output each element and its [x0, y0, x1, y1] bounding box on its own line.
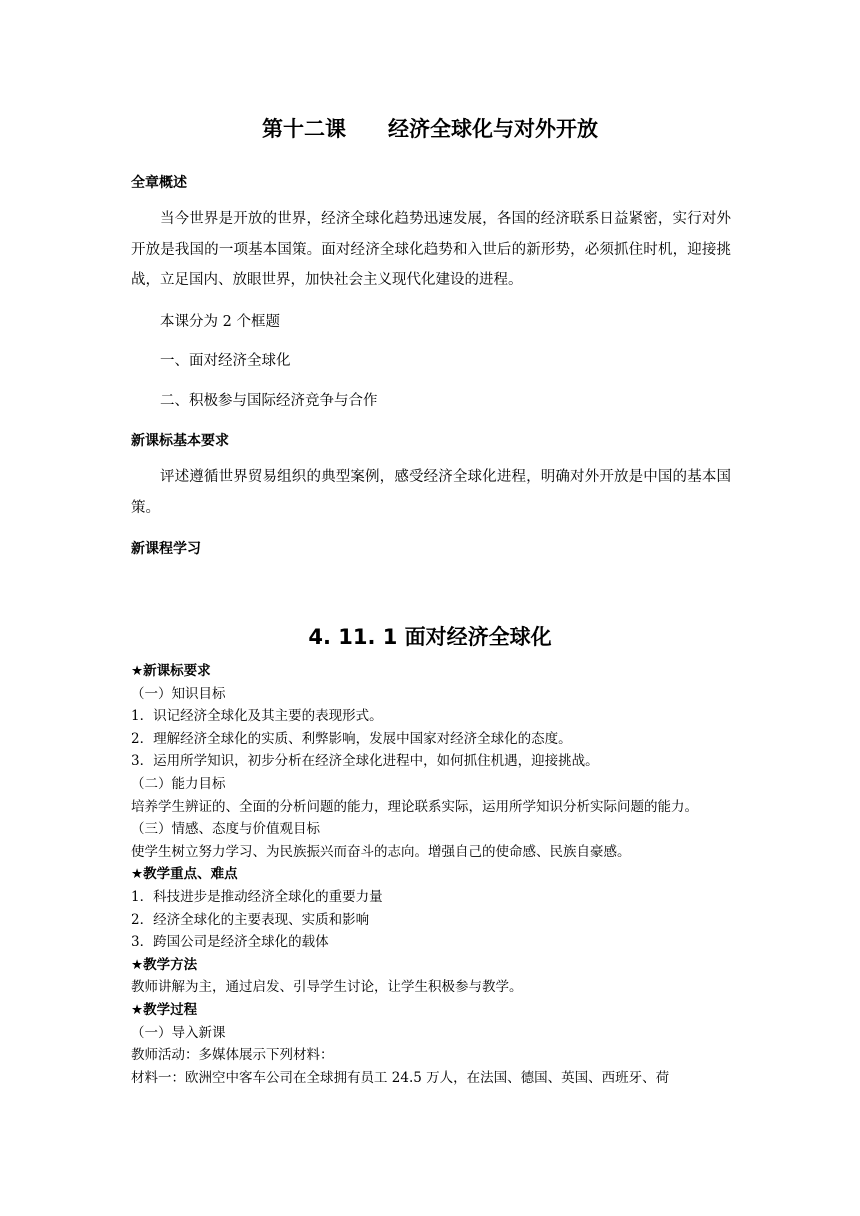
section-line: 使学生树立努力学习、为民族振兴而奋斗的志向。增强自己的使命感、民族自豪感。 — [131, 843, 631, 860]
division-line: 本课分为 2 个框题 — [160, 314, 280, 330]
lesson-title: 第十二课 经济全球化与对外开放 — [262, 117, 598, 141]
section-line: 教师活动：多媒体展示下列材料： — [131, 1047, 334, 1064]
overview-heading: 全章概述 — [131, 175, 187, 191]
topic-item-1: 一、面对经济全球化 — [160, 353, 291, 369]
section-line: 3．运用所学知识，初步分析在经济全球化进程中，如何抓住机遇，迎接挑战。 — [131, 753, 599, 770]
section-subheading: ★新课标要求 — [131, 663, 211, 679]
section-line: 1．识记经济全球化及其主要的表现形式。 — [131, 708, 383, 725]
standards-paragraph: 评述遵循世界贸易组织的典型案例，感受经济全球化进程，明确对外开放是中国的基本国策。 — [131, 469, 731, 516]
section-line: （二）能力目标 — [131, 775, 226, 792]
section-line: （一）知识目标 — [131, 685, 226, 702]
section-line: 教师讲解为主，通过启发、引导学生讨论，让学生积极参与教学。 — [131, 979, 523, 996]
section-title: 4. 11. 1 面对经济全球化 — [308, 625, 552, 649]
section-subheading: ★教学重点、难点 — [131, 866, 238, 883]
section-line: （一）导入新课 — [131, 1024, 226, 1041]
topic-item-2: 二、积极参与国际经济竞争与合作 — [160, 393, 378, 409]
standards-heading: 新课标基本要求 — [131, 433, 229, 449]
section-line: 材料一：欧洲空中客车公司在全球拥有员工 24.5 万人，在法国、德国、英国、西班牙、荷 — [131, 1069, 670, 1086]
section-line: 2．理解经济全球化的实质、利弊影响，发展中国家对经济全球化的态度。 — [131, 730, 572, 747]
section-subheading: ★教学方法 — [131, 956, 198, 973]
section-subheading: ★教学过程 — [131, 1001, 198, 1018]
section-line: 培养学生辨证的、全面的分析问题的能力，理论联系实际，运用所学知识分析实际问题的能力。 — [131, 798, 698, 815]
section-line: 2．经济全球化的主要表现、实质和影响 — [131, 911, 370, 928]
section-line: 3．跨国公司是经济全球化的载体 — [131, 934, 329, 951]
section-content — [131, 660, 731, 1089]
new-course-heading: 新课程学习 — [131, 541, 201, 557]
section-line: 1．科技进步是推动经济全球化的重要力量 — [131, 888, 383, 905]
overview-paragraph: 当今世界是开放的世界，经济全球化趋势迅速发展，各国的经济联系日益紧密，实行对外开放是我国的一项基本国策。面对经济全球化趋势和入世后的新形势，必须抓住时机，迎接挑战，立足国内、放眼世界，加快社会主义现代化建设的进程。 — [131, 211, 731, 288]
section-line: （三）情感、态度与价值观目标 — [131, 821, 320, 838]
